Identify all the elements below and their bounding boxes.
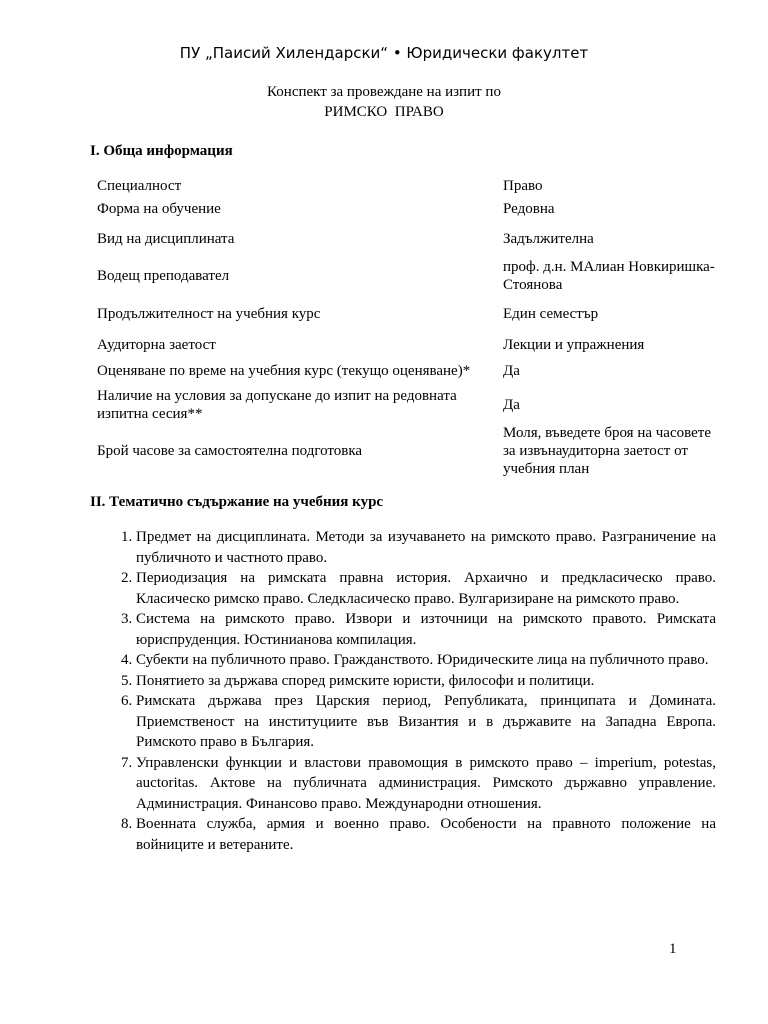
- table-row: [97, 220, 717, 258]
- document-header: ПУ „Паисий Хилендарски“ • Юридически факултет: [179, 44, 589, 62]
- row-value: Редовна: [503, 200, 555, 217]
- table-row: [97, 294, 717, 334]
- list-item: 3. Система на римското право. Извори и източници на римското правото. Римската юриспруденция. Юстинианова компилация.: [136, 609, 716, 650]
- row-label: Специалност: [97, 177, 182, 194]
- table-row: [97, 424, 717, 478]
- table-row: [97, 356, 717, 386]
- list-item: 2. Периодизация на римската правна история. Архаично и предкласическо право. Класическо римско право. Следкласическо право. Вулгаризиране на римското право.: [136, 568, 716, 609]
- section-topics-title: II. Тематично съдържание на учебния курс: [90, 494, 384, 510]
- table-row: [97, 174, 717, 197]
- section-general-info-title: I. Обща информация: [90, 143, 233, 159]
- row-label: Продължителност на учебния курс: [97, 306, 321, 322]
- row-value: Моля, въведете броя на часовете за извънаудиторна заетост от учебния план: [503, 425, 711, 477]
- row-label: Оценяване по време на учебния курс (текущо оценяване)*: [97, 363, 471, 379]
- table-row: [97, 334, 717, 356]
- page-number: 1: [669, 941, 677, 957]
- topics-list: [98, 527, 716, 855]
- list-item: 8. Военната служба, армия и военно право. Особености на правното положение на войниците и ветераните.: [136, 814, 716, 855]
- row-label: Наличие на условия за допускане до изпит на редовната изпитна сесия**: [97, 388, 457, 422]
- row-label: Вид на дисциплината: [97, 231, 235, 247]
- general-info-table: [97, 174, 717, 478]
- row-value: Право: [503, 177, 543, 194]
- subtitle-line-1: Конспект за провеждане на изпит по: [267, 84, 501, 100]
- document-subtitle: [0, 82, 768, 122]
- table-row: [97, 258, 717, 294]
- list-item: 6. Римската държава през Царския период, Републиката, принципата и Домината. Приемственост на институциите във Византия и в държавите на Западна Европа. Римското право в България.: [136, 691, 716, 753]
- row-label: Аудиторна заетост: [97, 337, 216, 353]
- row-label: Водещ преподавател: [97, 268, 230, 284]
- row-value: Да: [503, 363, 520, 379]
- row-value: Да: [503, 397, 520, 413]
- list-item: 1. Предмет на дисциплината. Методи за изучаването на римското право. Разграничение на публичното и частното право.: [136, 527, 716, 568]
- row-value: Един семестър: [503, 306, 599, 322]
- table-row: [97, 197, 717, 220]
- table-row: [97, 386, 717, 424]
- row-label: Брой часове за самостоятелна подготовка: [97, 443, 363, 459]
- row-value: Задължителна: [503, 231, 594, 247]
- row-label: Форма на обучение: [97, 200, 221, 217]
- list-item: 5. Понятието за държава според римските юристи, философи и политици.: [136, 671, 716, 692]
- row-value: Лекции и упражнения: [503, 337, 645, 353]
- list-item: 4. Субекти на публичното право. Гражданството. Юридическите лица на публичното право.: [136, 650, 716, 671]
- row-value: проф. д.н. МАлиан Новкиришка-Стоянова: [503, 259, 715, 293]
- list-item: 7. Управленски функции и властови правомощия в римското право – imperium, potestas, auctoritas. Актове на публичната администрация. Римското държавно управление. Администрация. Финансово право. Международни отношения.: [136, 753, 716, 815]
- subtitle-line-2: РИМСКО ПРАВО: [324, 104, 444, 120]
